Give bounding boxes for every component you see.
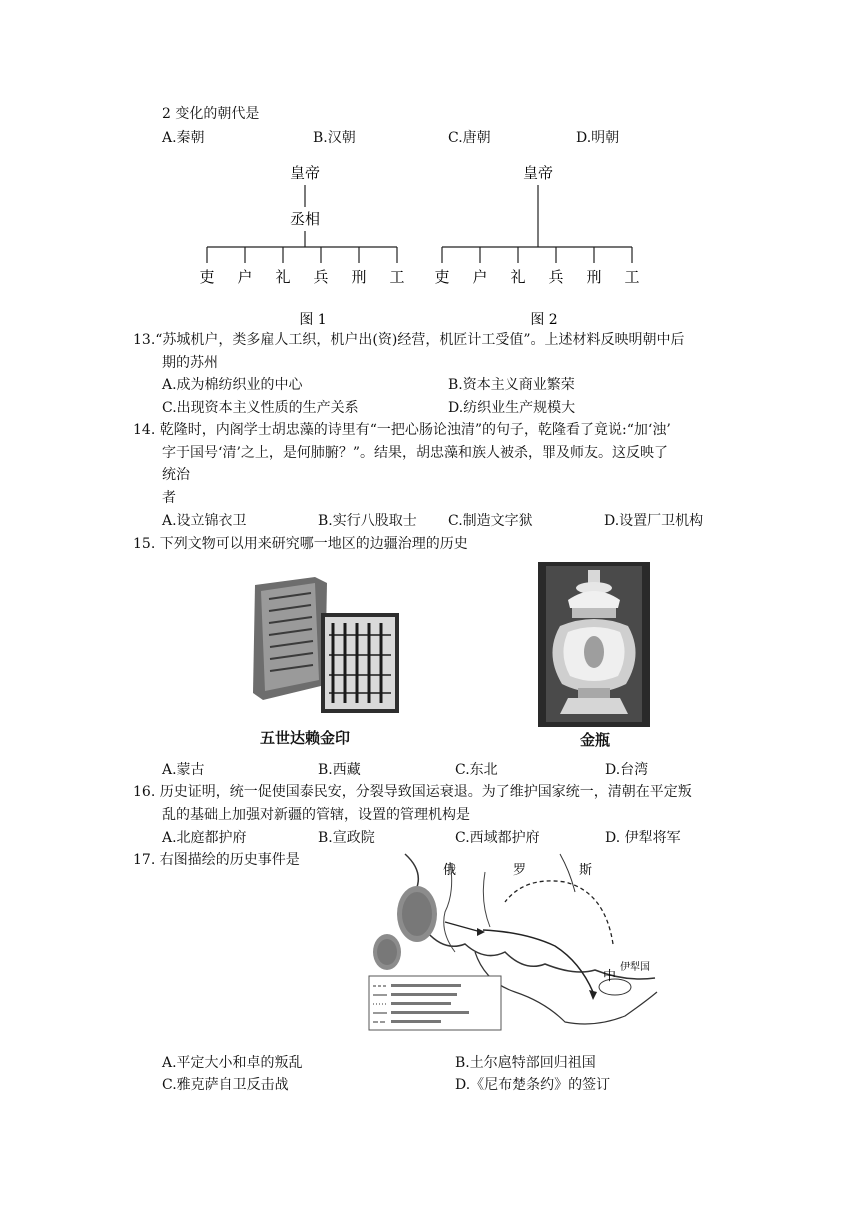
fig2-ministry: 礼 bbox=[510, 268, 526, 286]
fig1-ministry: 工 bbox=[389, 268, 405, 286]
dalai-lama-golden-seal-image bbox=[245, 565, 410, 720]
q15-option-b: B.西藏 bbox=[318, 762, 361, 778]
map-label-ili: 伊犁国 bbox=[620, 962, 650, 973]
q13-stem-line2: 期的苏州 bbox=[162, 355, 218, 371]
golden-urn-caption: 金瓶 bbox=[580, 731, 611, 749]
map-label-russia-3: 斯 bbox=[579, 863, 593, 878]
q16-stem-line2: 乱的基础上加强对新疆的管辖，设置的管理机构是 bbox=[162, 807, 470, 823]
q16-option-d: D. 伊犁将军 bbox=[605, 830, 681, 846]
fig1-emperor: 皇帝 bbox=[289, 164, 321, 182]
q13-option-c: C.出现资本主义性质的生产关系 bbox=[162, 400, 359, 416]
torghut-migration-map-image bbox=[365, 852, 665, 1034]
q14-stem-line2: 字于国号‘清’之上，是何肺腑？”。结果，胡忠藻和族人被杀，罪及师友。这反映了 bbox=[162, 445, 669, 461]
fig2-emperor: 皇帝 bbox=[522, 164, 554, 182]
map-label-china: 中 bbox=[603, 969, 617, 984]
q14-option-a: A.设立锦衣卫 bbox=[162, 513, 247, 529]
q17-option-c: C.雅克萨自卫反击战 bbox=[162, 1077, 289, 1093]
q12-stem-tail: 2 变化的朝代是 bbox=[162, 106, 260, 122]
figure-1-diagram bbox=[199, 164, 404, 328]
map-label-russia-1: 俄 bbox=[443, 863, 457, 878]
q12-option-c: C.唐朝 bbox=[448, 130, 491, 146]
q16-stem-line1: 16. 历史证明，统一促使国泰民安，分裂导致国运衰退。为了维护国家统一，清朝在平定叛 bbox=[133, 784, 692, 800]
map-label-russia-2: 罗 bbox=[513, 863, 527, 878]
q16-option-a: A.北庭都护府 bbox=[162, 830, 247, 846]
q12-option-d: D.明朝 bbox=[576, 130, 620, 146]
q14-option-d: D.设置厂卫机构 bbox=[604, 513, 704, 529]
fig1-ministry: 刑 bbox=[351, 268, 367, 286]
q13-option-d: D.纺织业生产规模大 bbox=[448, 400, 576, 416]
fig2-caption: 图 2 bbox=[530, 312, 558, 328]
q14-stem-line4: 者 bbox=[162, 490, 176, 506]
q13-option-a: A.成为棉纺织业的中心 bbox=[162, 377, 303, 393]
q15-option-d: D.台湾 bbox=[605, 762, 649, 778]
q14-stem-line1: 14. 乾隆时，内阁学士胡忠藻的诗里有“一把心肠论浊清”的句子，乾隆看了竟说:“加‘浊’ bbox=[133, 422, 671, 438]
fig2-ministry: 工 bbox=[624, 268, 640, 286]
figure-2-diagram bbox=[434, 164, 639, 328]
q17-stem: 17. 右图描绘的历史事件是 bbox=[133, 852, 300, 868]
q14-stem-line3: 统治 bbox=[162, 467, 190, 483]
golden-seal-caption: 五世达赖金印 bbox=[260, 729, 351, 747]
fig1-ministry: 兵 bbox=[313, 268, 329, 286]
fig1-ministry: 户 bbox=[237, 268, 253, 286]
q15-option-a: A.蒙古 bbox=[162, 762, 205, 778]
fig2-ministry: 户 bbox=[472, 268, 488, 286]
q13-stem-line1: 13.“苏城机户，类多雇人工织，机户出(资)经营，机匠计工受值”。上述材料反映明朝中后 bbox=[133, 332, 685, 348]
q17-option-b: B.土尔扈特部回归祖国 bbox=[455, 1055, 596, 1071]
fig2-ministry: 吏 bbox=[434, 268, 450, 286]
fig2-ministry: 刑 bbox=[586, 268, 602, 286]
q14-option-b: B.实行八股取士 bbox=[318, 513, 417, 529]
q17-option-d: D.《尼布楚条约》的签订 bbox=[455, 1077, 611, 1093]
q16-option-c: C.西域都护府 bbox=[455, 830, 540, 846]
q17-option-a: A.平定大小和卓的叛乱 bbox=[162, 1055, 303, 1071]
fig2-ministry: 兵 bbox=[548, 268, 564, 286]
fig1-ministry: 吏 bbox=[199, 268, 215, 286]
golden-urn-image bbox=[538, 562, 650, 727]
q14-option-c: C.制造文字狱 bbox=[448, 513, 533, 529]
government-structure-diagrams bbox=[190, 155, 650, 335]
q13-option-b: B.资本主义商业繁荣 bbox=[448, 377, 575, 393]
fig1-ministry: 礼 bbox=[275, 268, 291, 286]
q12-option-b: B.汉朝 bbox=[313, 130, 356, 146]
fig1-caption: 图 1 bbox=[299, 312, 327, 328]
q12-option-a: A.秦朝 bbox=[162, 130, 205, 146]
fig1-chancellor: 丞相 bbox=[289, 210, 321, 228]
q15-option-c: C.东北 bbox=[455, 762, 498, 778]
q15-stem: 15. 下列文物可以用来研究哪一地区的边疆治理的历史 bbox=[133, 536, 468, 552]
q16-option-b: B.宣政院 bbox=[318, 830, 375, 846]
